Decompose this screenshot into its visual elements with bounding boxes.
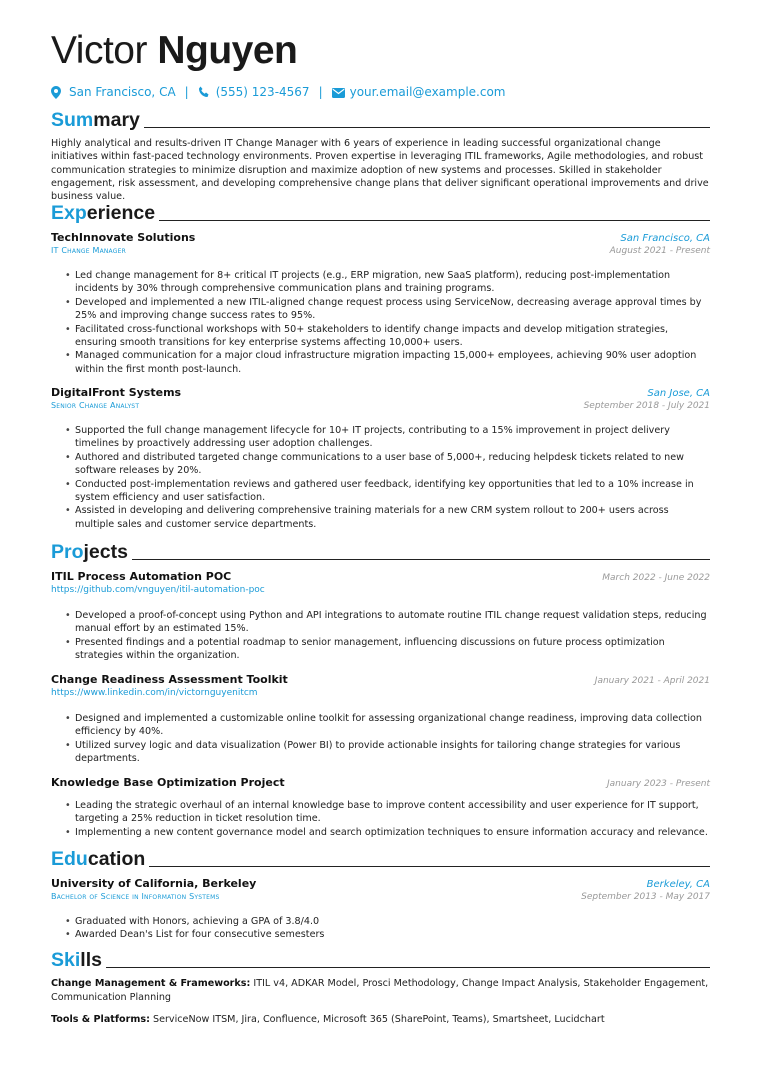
bullet-item: • Presented findings and a potential roadmap to senior management, influencing discussions on future process optimization strategies within the organization. [65, 636, 710, 663]
bullet-item: • Supported the full change management lifecycle for 10+ IT projects, contributing to a 15% improvement in project delivery timelines by proactively addressing user adoption challenges. [65, 424, 710, 451]
location-text: San Francisco, CA [69, 85, 176, 99]
contact-separator: | [318, 85, 323, 99]
bullet-item: • Leading the strategic overhaul of an internal knowledge base to improve content accessibility and user experience for IT support, targeting a 25% reduction in ticket resolution time. [65, 799, 710, 826]
summary-heading: Summary [51, 109, 710, 131]
project-name: Knowledge Base Optimization Project [51, 776, 285, 789]
job-title: IT Change Manager [51, 246, 126, 255]
skill-label: Change Management & Frameworks: [51, 978, 251, 989]
candidate-name [51, 28, 297, 74]
section-divider [106, 967, 710, 968]
skill-row [51, 977, 710, 1005]
map-pin-icon [51, 86, 63, 99]
project-link[interactable]: https://github.com/vnguyen/itil-automation-poc [51, 585, 265, 595]
job-dates: August 2021 - Present [609, 246, 710, 256]
skill-label: Tools & Platforms: [51, 1014, 150, 1025]
project-dates: January 2021 - April 2021 [594, 676, 710, 686]
experience-bullets [65, 269, 710, 376]
section-divider [132, 559, 710, 560]
bullet-item: • Led change management for 8+ critical IT projects (e.g., ERP migration, new SaaS platform), reducing post-implementation incidents by 30% through comprehensive communication plans and training programs. [65, 269, 710, 296]
experience-entry [51, 231, 710, 259]
project-dates: January 2023 - Present [607, 779, 710, 789]
bullet-item: • Utilized survey logic and data visualization (Power BI) to provide actionable insights for tailoring change strategies for various departments. [65, 739, 710, 766]
project-bullets [65, 609, 710, 663]
bullet-item: • Implementing a new content governance model and search optimization techniques to ensure information accuracy and relevance. [65, 826, 710, 839]
contact-line [51, 85, 506, 99]
bullet-item: • Developed and implemented a new ITIL-aligned change request process using ServiceNow, decreasing average approval times by 25% and improving change success rates to 95%. [65, 296, 710, 323]
job-location: San Jose, CA [647, 388, 710, 399]
projects-heading: Projects [51, 541, 710, 563]
project-bullets [65, 712, 710, 766]
skill-value: ServiceNow ITSM, Jira, Confluence, Microsoft 365 (SharePoint, Teams), Smartsheet, Lucidchart [152, 1014, 605, 1025]
project-entry [51, 570, 710, 598]
project-bullets [65, 799, 710, 839]
bullet-item: • Designed and implemented a customizable online toolkit for assessing organizational change readiness, improving data collection efficiency by 40%. [65, 712, 710, 739]
project-name: Change Readiness Assessment Toolkit [51, 673, 288, 686]
bullet-item: • Awarded Dean's List for four consecutive semesters [65, 928, 710, 941]
education-entry [51, 877, 710, 905]
experience-heading: Experience [51, 202, 710, 224]
project-link[interactable]: https://www.linkedin.com/in/victornguyenitcm [51, 688, 258, 698]
bullet-item: • Authored and distributed targeted change communications to a user base of 5,000+, reducing helpdesk tickets related to new software releases by 20%. [65, 451, 710, 478]
company-name: DigitalFront Systems [51, 386, 182, 399]
project-name: ITIL Process Automation POC [51, 570, 232, 583]
phone-text: (555) 123-4567 [215, 85, 310, 99]
project-dates: March 2022 - June 2022 [602, 573, 710, 583]
school-name: University of California, Berkeley [51, 877, 257, 890]
degree-name: Bachelor of Science in Information Systems [51, 892, 220, 901]
bullet-item: • Graduated with Honors, achieving a GPA of 3.8/4.0 [65, 915, 710, 928]
contact-separator: | [184, 85, 189, 99]
skill-row [51, 1013, 710, 1027]
section-divider [159, 220, 710, 221]
education-bullets [65, 915, 710, 942]
education-dates: September 2013 - May 2017 [581, 892, 710, 902]
section-divider [144, 127, 710, 128]
school-location: Berkeley, CA [646, 879, 710, 890]
job-title: Senior Change Analyst [51, 401, 140, 410]
project-entry [51, 673, 710, 701]
job-dates: September 2018 - July 2021 [583, 401, 710, 411]
education-heading: Education [51, 848, 710, 870]
bullet-item: • Managed communication for a major cloud infrastructure migration impacting 15,000+ employees, achieving 90% user adoption within the first month post-launch. [65, 349, 710, 376]
phone-icon [198, 86, 210, 99]
skill-value: ITIL v4, ADKAR Model, Prosci Methodology, Change Impact Analysis, Stakeholder Engagement, Communication Planning [51, 978, 709, 1003]
skills-heading: Skills [51, 949, 710, 971]
experience-entry [51, 386, 710, 414]
envelope-icon [332, 86, 344, 99]
bullet-item: • Facilitated cross-functional workshops with 50+ stakeholders to identify change impacts and develop mitigation strategies, ensuring smooth transitions for key enterprise systems affecting 10,000+ users. [65, 323, 710, 350]
summary-text: Highly analytical and results-driven IT Change Manager with 6 years of experience in leading successful organizational change initiatives within fast-paced technology environments. Proven expertise in leveraging ITIL frameworks, Agile methodologies, and robust communication strategies to minimize disruption and maximize adoption of new systems and processes. Skilled in stakeholder engagement, risk assessment, and developing comprehensive change plans that deliver significant operational improvements and drive business value. [51, 138, 709, 203]
email-link[interactable]: your.email@example.com [349, 85, 506, 99]
company-name: TechInnovate Solutions [51, 231, 196, 244]
bullet-item: • Developed a proof-of-concept using Python and API integrations to automate routine ITIL change request validation steps, reducing manual effort by an estimated 15%. [65, 609, 710, 636]
first-name: Victor [51, 29, 147, 72]
bullet-item: • Conducted post-implementation reviews and gathered user feedback, identifying key opportunities that led to a 10% increase in system efficiency and user satisfaction. [65, 478, 710, 505]
bullet-item: • Assisted in developing and delivering comprehensive training materials for a new CRM system rollout to 200+ users across multiple sales and customer service departments. [65, 504, 710, 531]
experience-bullets [65, 424, 710, 531]
last-name: Nguyen [157, 29, 298, 72]
project-entry [51, 776, 710, 791]
section-divider [149, 866, 710, 867]
job-location: San Francisco, CA [620, 233, 710, 244]
